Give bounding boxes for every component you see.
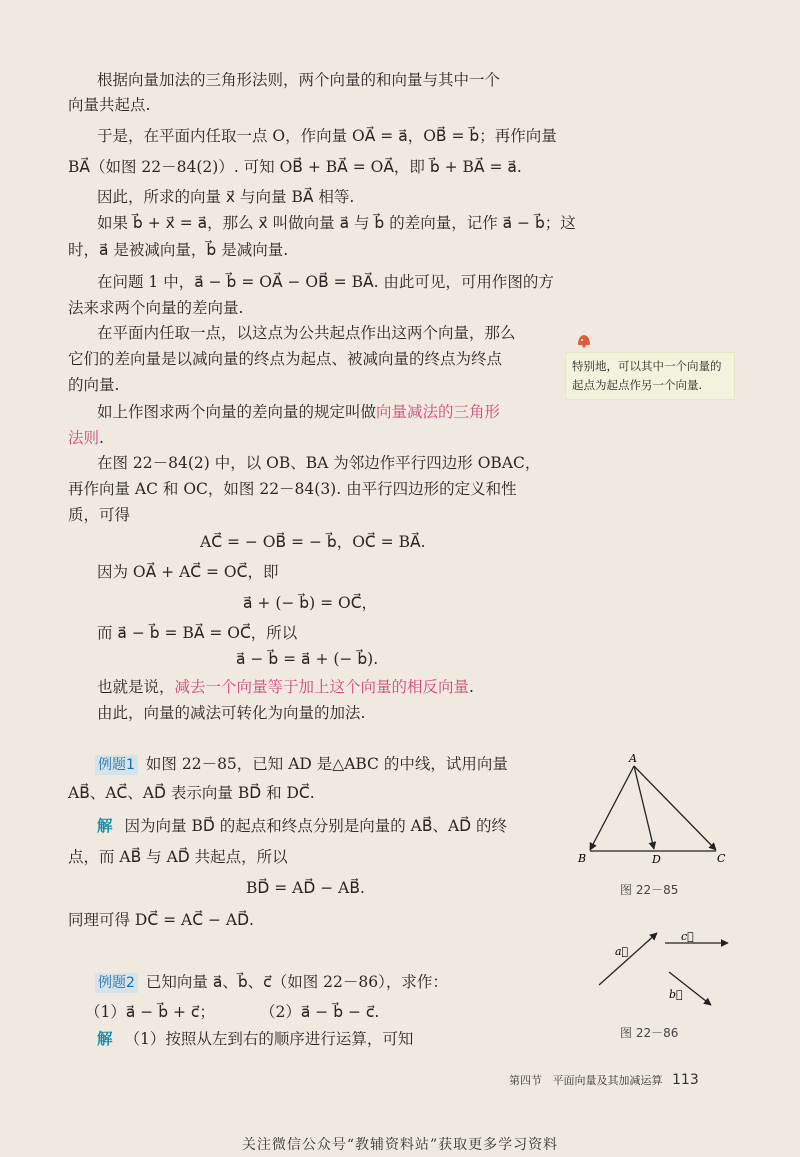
formula-line: a⃗ − b⃗ = a⃗ + (− b⃗).: [236, 650, 379, 668]
example-1-heading: [95, 754, 508, 775]
highlight-term: 法则: [68, 429, 100, 447]
paragraph-line: 在平面内任取一点，以这点为公共起点作出这两个向量，那么: [97, 324, 516, 342]
paragraph-line: 因此，所求的向量 x⃗ 与向量 BA⃗ 相等.: [97, 188, 355, 206]
vector-ac: [634, 766, 716, 850]
page-number: 113: [672, 1072, 699, 1088]
figure-22-85-triangle: [572, 752, 737, 872]
highlight-term: 减去一个向量等于加上这个向量的相反向量: [174, 678, 470, 696]
paragraph-line: 向量共起点.: [68, 96, 151, 114]
example-item: （1）a⃗ − b⃗ + c⃗；: [85, 1003, 215, 1021]
paragraph-text: 如上作图求两个向量的差向量的规定叫做: [97, 403, 377, 421]
footer-title: 平面向量及其加减运算: [552, 1074, 663, 1087]
figure-22-86-vectors: [585, 925, 745, 1020]
paragraph-line: 根据向量加法的三角形法则，两个向量的和向量与其中一个: [97, 71, 501, 89]
paragraph-line: 于是，在平面内任取一点 O，作向量 OA⃗ = a⃗，OB⃗ = b⃗；再作向量: [97, 127, 557, 145]
paragraph-line: 由此，向量的减法可转化为向量的加法.: [97, 704, 366, 722]
paragraph-line: 在图 22－84(2) 中，以 OB、BA 为邻边作平行四边形 OBAC，: [97, 454, 541, 472]
paragraph-line: [97, 677, 474, 697]
vector-a: [599, 933, 657, 985]
vector-label-c: c⃗: [681, 930, 694, 943]
page-footer: [509, 1072, 699, 1088]
vector-label-b: b⃗: [669, 988, 683, 1001]
highlight-term: 向量减法的三角形: [376, 403, 501, 421]
paragraph-line: 时，a⃗ 是被减向量，b⃗ 是减向量.: [68, 241, 289, 259]
point-label-a: A: [629, 752, 637, 765]
example-item: （2）a⃗ − b⃗ − c⃗.: [260, 1003, 380, 1021]
vector-label-a: a⃗: [615, 945, 629, 958]
example-label: 例题1: [95, 755, 138, 775]
solution-line: 同理可得 DC⃗ = AC⃗ − AD⃗.: [68, 911, 254, 929]
point-label-b: B: [578, 852, 587, 865]
vector-ab: [590, 766, 634, 850]
example-text: 如图 22－85，已知 AD 是△ABC 的中线，试用向量: [145, 755, 508, 773]
formula-line: AC⃗ = − OB⃗ = − b⃗，OC⃗ = BA⃗.: [200, 533, 426, 551]
figure-22-85-caption: 图 22－85: [620, 883, 679, 897]
note-bell-icon: [575, 332, 593, 348]
solution-line: 点，而 AB⃗ 与 AD⃗ 共起点，所以: [68, 848, 288, 866]
point-label-d: D: [652, 853, 661, 866]
paragraph-line: 如果 b⃗ + x⃗ = a⃗，那么 x⃗ 叫做向量 a⃗ 与 b⃗ 的差向量，记作 a⃗ − b⃗；这: [97, 214, 576, 232]
paragraph-line: [68, 428, 104, 448]
example-line: AB⃗、AC⃗、AD⃗ 表示向量 BD⃗ 和 DC⃗.: [68, 784, 315, 802]
figure-22-86-caption: 图 22－86: [620, 1026, 679, 1040]
paragraph-text: 也就是说，: [97, 678, 175, 696]
paragraph-line: [97, 402, 500, 422]
formula-line: BD⃗ = AD⃗ − AB⃗.: [246, 879, 365, 897]
solution-text: 因为向量 BD⃗ 的起点和终点分别是向量的 AB⃗、AD⃗ 的终: [124, 817, 508, 835]
paragraph-text: .: [99, 429, 104, 447]
paragraph-line: 的向量.: [68, 376, 120, 394]
solution-label: 解: [97, 1030, 113, 1048]
paragraph-line: 法来求两个向量的差向量.: [68, 299, 244, 317]
paragraph-line: 它们的差向量是以减向量的终点为起点、被减向量的终点为终点: [68, 350, 503, 368]
paragraph-line: 质，可得: [68, 506, 131, 524]
solution-line: [97, 816, 507, 836]
footer-section: 第四节: [509, 1074, 542, 1087]
margin-note: [565, 332, 735, 400]
example-label: 例题2: [95, 973, 138, 993]
solution-line: [97, 1029, 413, 1049]
solution-label: 解: [97, 817, 113, 835]
vector-ad: [634, 766, 654, 849]
paragraph-line: 因为 OA⃗ + AC⃗ = OC⃗，即: [97, 563, 279, 581]
paragraph-line: 在问题 1 中，a⃗ − b⃗ = OA⃗ − OB⃗ = BA⃗. 由此可见，可用作图的方: [97, 273, 554, 291]
bottom-watermark-text: 关注微信公众号“教辅资料站”获取更多学习资料: [241, 1137, 559, 1153]
paragraph-line: BA⃗（如图 22－84(2)）. 可知 OB⃗ + BA⃗ = OA⃗，即 b⃗ + BA⃗ = a⃗.: [68, 158, 522, 176]
paragraph-line: 再作向量 AC 和 OC，如图 22－84(3). 由平行四边形的定义和性: [68, 480, 517, 498]
example-text: 已知向量 a⃗、b⃗、c⃗（如图 22－86），求作：: [145, 973, 448, 991]
solution-text: （1）按照从左到右的顺序进行运算，可知: [124, 1030, 414, 1048]
paragraph-text: .: [469, 678, 474, 696]
margin-note-text: 特别地，可以其中一个向量的起点为起点作另一个向量.: [565, 352, 735, 400]
formula-line: a⃗ + (− b⃗) = OC⃗，: [243, 594, 378, 612]
point-label-c: C: [717, 852, 726, 865]
example-2-heading: [95, 972, 448, 993]
paragraph-line: 而 a⃗ − b⃗ = BA⃗ = OC⃗，所以: [97, 624, 298, 642]
